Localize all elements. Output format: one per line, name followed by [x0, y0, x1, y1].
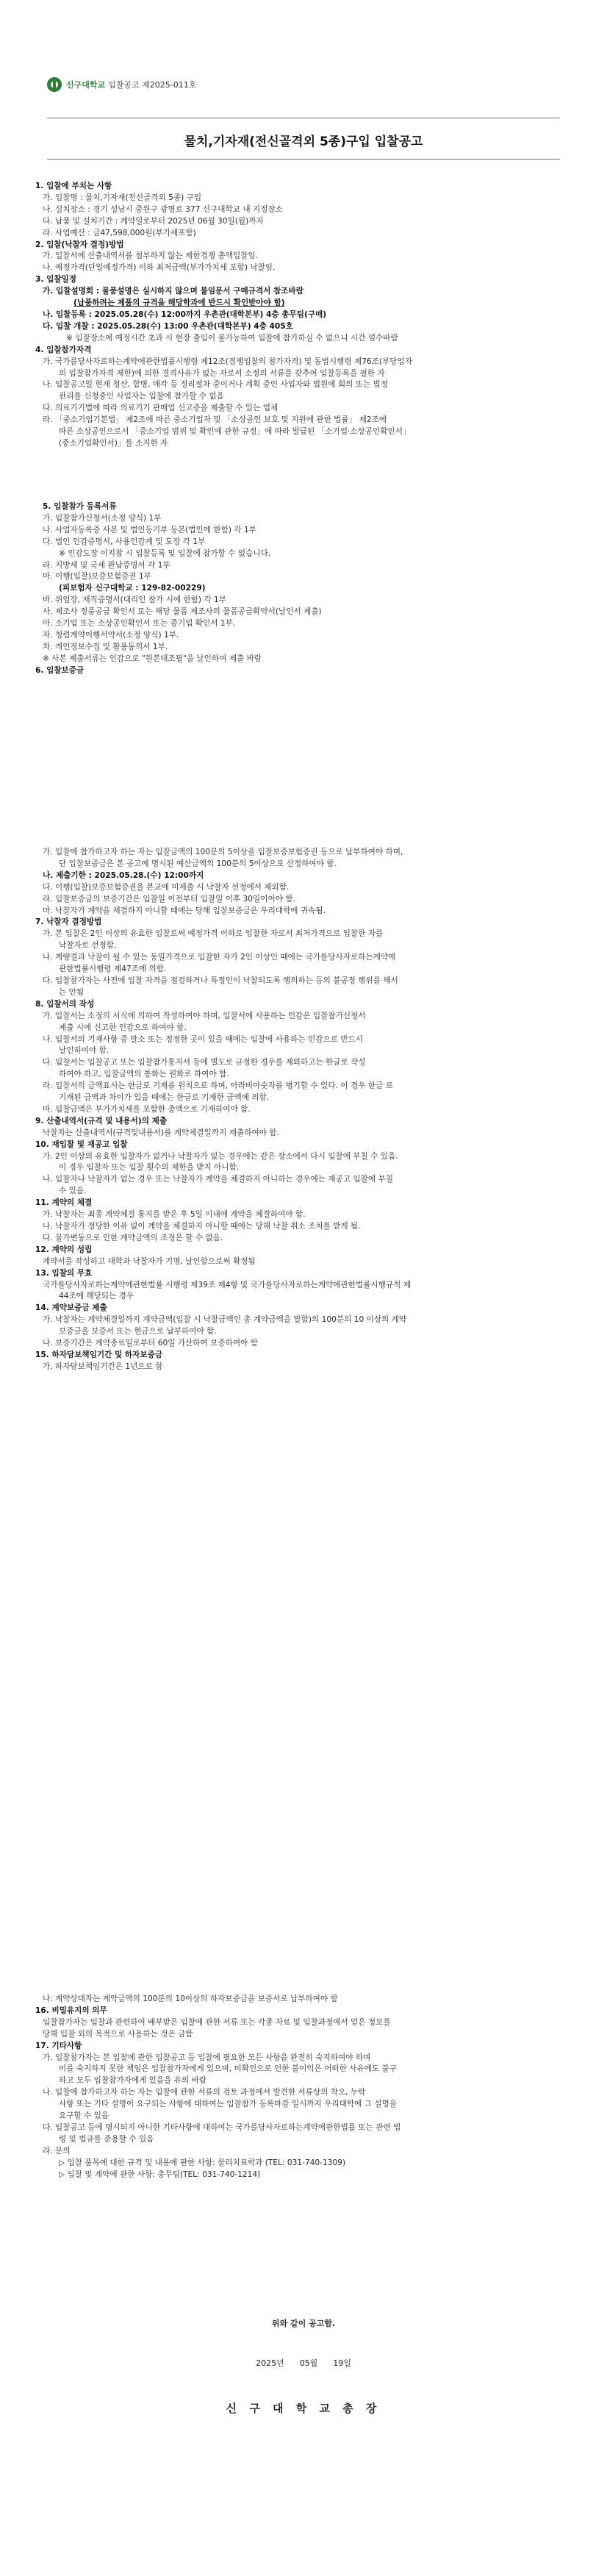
notice-line: (피보험자 신구대학교 : 129-82-00229) [59, 584, 206, 593]
notice-line: 다. 입찰공고 등에 명시되지 아니한 기타사항에 대하여는 국가를당사자로하는계약에관한법률 또는 관련 법 [43, 2122, 401, 2132]
notice-line: 제출 시에 신고한 인감으로 하여야 함. [59, 1023, 187, 1032]
notice-line: 계약서를 작성하고 대학과 낙찰자가 기명, 날인함으로써 확정됨 [43, 1256, 256, 1266]
section-heading: 9. 산출내역서(규격 및 내용서)의 제출 [35, 1116, 168, 1126]
section-heading: 16. 비밀유지의 의무 [35, 2006, 107, 2015]
school-emblem-icon [47, 77, 62, 92]
notice-line: ※ 입찰장소에 예정시간 초과 시 현장 출입이 불가능하여 입찰에 참가하실 수 없으니 시간 엄수바람 [66, 333, 398, 343]
notice-line: 나. 보증기간은 계약종료일로부터 60일 가산하여 보증하여야 함 [43, 1339, 258, 1348]
notice-line: 는 안됨 [59, 987, 85, 997]
notice-section [35, 181, 572, 450]
notice-line: 가. 낙찰자는 계약체결일까지 계약금액(입찰 시 낙찰금액인 총 계약금액을 말함)의 100분의 10 이상의 계약 [43, 1315, 407, 1325]
header-logo [47, 75, 196, 94]
notice-line: 나. 제출기한 : 2025.05.28.(수) 12:00까지 [43, 870, 204, 880]
notice-line: 마. 입찰금액은 부가가치세를 포함한 총액으로 기재하여야 함. [43, 1104, 251, 1114]
notice-line: 가. 입찰명 : 물치,기자재(전신골격외 5종) 구입 [43, 193, 202, 202]
notice-section [35, 847, 572, 1373]
notice-line: 나. 계약상대자는 계약금액의 100분의 10이상의 하자보증금을 보증서로 납부하여야 함 [43, 1994, 338, 2003]
notice-line: 마. 이행(입찰)보증보험증권 1부 [43, 572, 151, 582]
section-heading: 11. 계약의 체결 [35, 1198, 93, 1208]
notice-line: 날인하여야 함. [59, 1046, 109, 1056]
section-heading: 7. 낙찰자 결정방법 [35, 917, 102, 927]
notice-line: 나. 설치장소 : 경기 성남시 중원구 광명로 377 신구대학교 내 지정장소 [43, 204, 283, 214]
notice-line: 하여야 하고, 입찰금액의 통화는 원화로 하여야 함. [59, 1070, 229, 1079]
notice-line: 낙찰자는 산출내역서(규격및내용서)를 계약체결일까지 제출하여야 함. [43, 1128, 279, 1137]
notice-line: 관한법률시행령 제47조에 의함. [59, 965, 167, 974]
notice-line: (납품하려는 제품의 규격을 해당학과에 반드시 확인받아야 함) [73, 298, 285, 308]
section-heading: 15. 하자담보책임기간 및 하자보증금 [35, 1350, 163, 1359]
notice-line: 나. 사업자등록증 사본 및 법인등기부 등본(법인에 한함) 각 1부 [43, 525, 256, 534]
notice-line: 라. 입찰서의 금액표시는 한글로 기재를 원칙으로 하며, 아라비아숫자를 병기할 수 있다. 이 경우 한글 로 [43, 1081, 393, 1091]
notice-line: 기재된 금액과 차이가 있을 때에는 한글로 기재한 금액에 의함. [59, 1093, 270, 1103]
notice-line: 라. 지방세 및 국세 완납증명서 각 1부 [43, 560, 170, 570]
notice-line: 가. 입찰에 참가하고자 하는 자는 입찰금액의 100분의 5이상을 입찰보증보험증권 등으로 납부하여야 하며, [43, 848, 403, 856]
signer: 신 구 대 학 교 총 장 [226, 2402, 381, 2415]
notice-line: 다. 물가변동으로 인한 계약금액의 조정은 할 수 없음. [43, 1233, 223, 1242]
notice-line: 라. 「중소기업기본법」 제2조에 따른 중소기업자 및 「소상공인 보호 및 지원에 관한 법률」 제2조에 [43, 415, 387, 425]
notice-line: 아. 소기업 또는 소상공인확인서 또는 중기업 확인서 1부. [43, 619, 236, 629]
notice-line: ※ 사본 제출서류는 인감으로 "원본대조필"을 날인하여 제출 바람 [43, 654, 262, 663]
section-heading: 6. 입찰보증금 [35, 665, 85, 675]
notice-line: 사항 또는 기타 설명이 요구되는 사항에 대하여는 입찰참가 등록마감 일시까지 우리대학에 그 설명을 [59, 2100, 397, 2109]
notice-line: 다. 입찰서는 입찰공고 또는 입찰참가통지서 등에 별도로 규정한 경우를 제외하고는 한글로 작성 [43, 1058, 366, 1067]
notice-line: 다. 입찰 개찰 : 2025.05.28(수) 13:00 우촌관(대학본부) 4층 405호 [43, 321, 293, 331]
notice-line: 다. 법인 인감증명서, 사용인감계 및 도장 각 1부 [43, 537, 206, 546]
notice-section [35, 501, 572, 677]
notice-line: 령 및 법규를 준용할 수 있음 [59, 2134, 154, 2144]
section-heading: 10. 재입찰 및 재공고 입찰 [35, 1139, 128, 1149]
date-month: 05월 [299, 2358, 318, 2368]
notice-line: 가. 국가를당사자로하는계약에관한법률시행령 제12조(경쟁입찰의 참가자격) 및 동법시행령 제76조(부당업자 [43, 357, 412, 366]
notice-line: 관리를 신청중인 사업자는 입찰에 참가할 수 없음 [59, 392, 224, 401]
notice-line: 다. 입찰참가자는 사전에 입찰 자격을 점검하거나 특정인이 낙찰되도록 행의하는 등의 불공정 행위를 해서 [43, 976, 398, 985]
notice-line: 나. 입찰자나 낙찰자가 없는 경우 또는 낙찰자가 계약을 체결하지 아니하는 경우에는 재공고 입찰에 부칠 [43, 1175, 393, 1184]
notice-line: 하고 모두 입찰참가자에게 있음을 유의 바람 [59, 2076, 207, 2086]
section-heading: 3. 입찰일정 [35, 275, 77, 285]
document-id: 입찰공고 제2025-011호 [108, 80, 197, 90]
notice-line: 다. 납품 및 설치기간 : 계약일로부터 2025년 06월 30일(월)까지 [43, 216, 264, 226]
header-text [66, 79, 196, 90]
notice-line: 바. 위임장, 재직증명서(대리인 참가 시에 한함) 각 1부 [43, 595, 226, 605]
notice-line: ※ 인감도장 이지참 시 입찰등록 및 입찰에 참가할 수 없습니다. [59, 548, 271, 558]
notice-line: 보증금을 보증서 또는 현금으로 납부하여야 함. [59, 1327, 217, 1337]
notice-line: 나. 입찰등록 : 2025.05.28(수) 12:00까지 우촌관(대학본부) 4층 총무팀(구매) [43, 310, 327, 319]
notice-line: 가. 입찰서에 산출내역서를 첨부하지 않는 제한경쟁 총액입찰임. [43, 251, 259, 261]
notice-line: 나. 낙찰자가 정당한 이유 없이 계약을 체결하지 아니할 때에는 당해 낙찰 취소 조치를 받게 됨. [43, 1222, 361, 1231]
notice-line: 나. 예정가격(단일예정가격) 이하 최저금액(부가가치세 포함) 낙찰임. [43, 263, 276, 273]
notice-line: 가. 낙찰자는 최종 계약체결 통지를 받은 후 5일 이내에 계약을 체결하여야 함. [43, 1210, 306, 1220]
notice-line: 따른 소상공인으로서 「중소기업 범위 및 확인에 관한 규정」에 따라 발급된 「소기업·소상공인확인서」 [59, 427, 411, 437]
notice-line: 낙찰자로 선정함. [59, 941, 117, 951]
notice-line: 당해 입찰 외의 목적으로 사용하는 것은 금함 [43, 2029, 193, 2039]
notice-line: 가. 입찰설명회 : 물품설명은 실시하지 않으며 붙임문서 구매규격서 참조바람 [43, 287, 304, 296]
notice-date [0, 2357, 607, 2369]
notice-line: 가. 입찰참가자는 본 입찰에 관한 입찰공고 등 입찰에 필요한 모든 사항을 완전히 숙지하여야 하며 [43, 2053, 371, 2062]
notice-line: ▷ 입찰 및 계약에 관한 사항: 총무팀(TEL: 031-740-1214) [59, 2169, 261, 2179]
notice-line: 나. 입찰에 참가하고자 하는 자는 입찰에 관한 서류의 검토 과정에서 발견한 서류상의 착오, 누락 [43, 2088, 366, 2097]
notice-line: 라. 사업예산 : 금47,598,000원(부가세포함) [43, 228, 196, 237]
notice-line: 44조에 해당되는 경우 [59, 1292, 134, 1301]
notice-line: 마. 낙찰자가 계약을 체결하지 아니할 때에는 당해 입찰보증금은 우리대학에 귀속됨. [43, 906, 326, 915]
section-heading: 8. 입찰서의 작성 [35, 999, 95, 1009]
section-heading: 4. 입찰참가자격 [35, 345, 92, 354]
notice-line: ▷ 입찰 품목에 대한 규격 및 내용에 관한 사항: 물리치료학과 (TEL: 031-740-1309) [59, 2158, 346, 2167]
notice-line: 라. 입찰보증금의 보증기간은 입찰일 이전부터 입찰일 이후 30일이어야 함. [43, 894, 295, 904]
notice-line: 이를 숙지하지 못한 책임은 입찰참가자에게 있으며, 미확인으로 인한 불이익은 어떠한 사유에도 불구 [59, 2064, 397, 2074]
section-heading: 14. 계약보증금 제출 [35, 1303, 107, 1313]
notice-line: (중소기업확인서)」를 소지한 자 [59, 438, 168, 448]
notice-line: 이 경우 입찰자 또는 입찰 횟수의 제한을 받지 아니함. [59, 1163, 240, 1173]
section-heading: 17. 기타사항 [35, 2041, 82, 2050]
section-heading: 13. 입찰의 무효 [35, 1268, 93, 1278]
notice-line: 라. 문의 [43, 2146, 71, 2155]
notice-line: 국가를당사자로하는계약에관한법률 시행령 제39조 제4항 및 국가를당사자로하는계약에관한법률시행규칙 제 [43, 1280, 411, 1289]
closing-statement: 위와 같이 공고함. [271, 2319, 336, 2328]
page-title: 물치,기자재(전신골격외 5종)구입 입찰공고 [184, 135, 423, 149]
notice-line: 가. 입찰서는 소정의 서식에 의하여 작성하여야 하며, 입찰서에 사용하는 인감은 입찰참가신청서 [43, 1011, 366, 1020]
date-day: 19일 [333, 2358, 351, 2368]
date-year: 2025년 [256, 2358, 284, 2368]
notice-line: 5. 입찰참가 등록서류 [43, 502, 117, 511]
notice-line: 가. 하자담보책임기간은 1년으로 함 [43, 1362, 163, 1371]
notice-line: 가. 2인 이상의 유효한 입찰자가 없거나 낙찰자가 없는 경우에는 같은 장소에서 다시 입찰에 부칠 수 있음. [43, 1151, 398, 1161]
notice-line: 가. 입찰참가신청서(소정 양식) 1부 [43, 513, 162, 523]
notice-line: 입찰참가자는 입찰과 관련하여 배부받은 입찰에 관한 서류 또는 각종 자료 및 입찰과정에서 얻은 정보를 [43, 2017, 391, 2027]
notice-line: 나. 입찰공고일 현재 청산, 합병, 매각 등 정리절차 중이거나 계획 중인 사업자와 법원에 회의 또는 법정 [43, 380, 388, 390]
section-heading: 2. 입찰(낙찰자 결정)방법 [35, 240, 124, 249]
section-heading: 1. 입찰에 부치는 사항 [35, 182, 112, 190]
notice-line: 사. 제조사 정품공급 확인서 또는 해당 물품 제조사의 물품공급확약서(날인서 제출) [43, 607, 322, 617]
notice-line: 가. 본 입찰은 2인 이상의 유효한 입찰로써 예정가격 이하로 입찰한 자로서 최저가격으로 입찰한 자를 [43, 929, 384, 939]
notice-line: 요구할 수 있음 [59, 2111, 109, 2121]
notice-line: 차. 개인정보수집 및 활용동의서 1부. [43, 642, 168, 651]
notice-line: 단 입찰보증금은 본 공고에 명시된 예산금액의 100분의 5이상으로 산정하여야 함. [59, 859, 337, 868]
notice-section [35, 1994, 572, 2181]
section-heading: 12. 계약의 성립 [35, 1245, 93, 1254]
notice-line: 나. 입찰서의 기재사항 중 말소 또는 정정한 곳이 있을 때에는 입찰에 사용하는 인감으로 반드시 [43, 1034, 364, 1044]
title-bottom-rule [47, 159, 560, 160]
notice-line: 수 있음. [59, 1187, 87, 1196]
notice-line: 나. 계량결과 낙찰이 될 수 있는 동일가격으로 입찰한 자가 2인 이상인 때에는 국가를당사자로하는계약에 [43, 953, 396, 962]
notice-line: 자. 청렴계약이행서약서(소정 양식) 1부. [43, 630, 179, 640]
notice-line: 다. 의료기기법에 따라 의료기기 판매업 신고증을 제출할 수 있는 업체 [43, 404, 279, 413]
notice-line: 다. 이행(입찰)보증보험증권을 본교에 미제출 시 낙찰자 선정에서 제외함. [43, 882, 290, 892]
school-name: 신구대학교 [66, 80, 106, 90]
notice-line: 의 입찰참가자격 제한)에 의한 결격사유가 없는 자로서 소정의 서류를 갖추어 입찰등록을 필한 자 [59, 368, 385, 378]
